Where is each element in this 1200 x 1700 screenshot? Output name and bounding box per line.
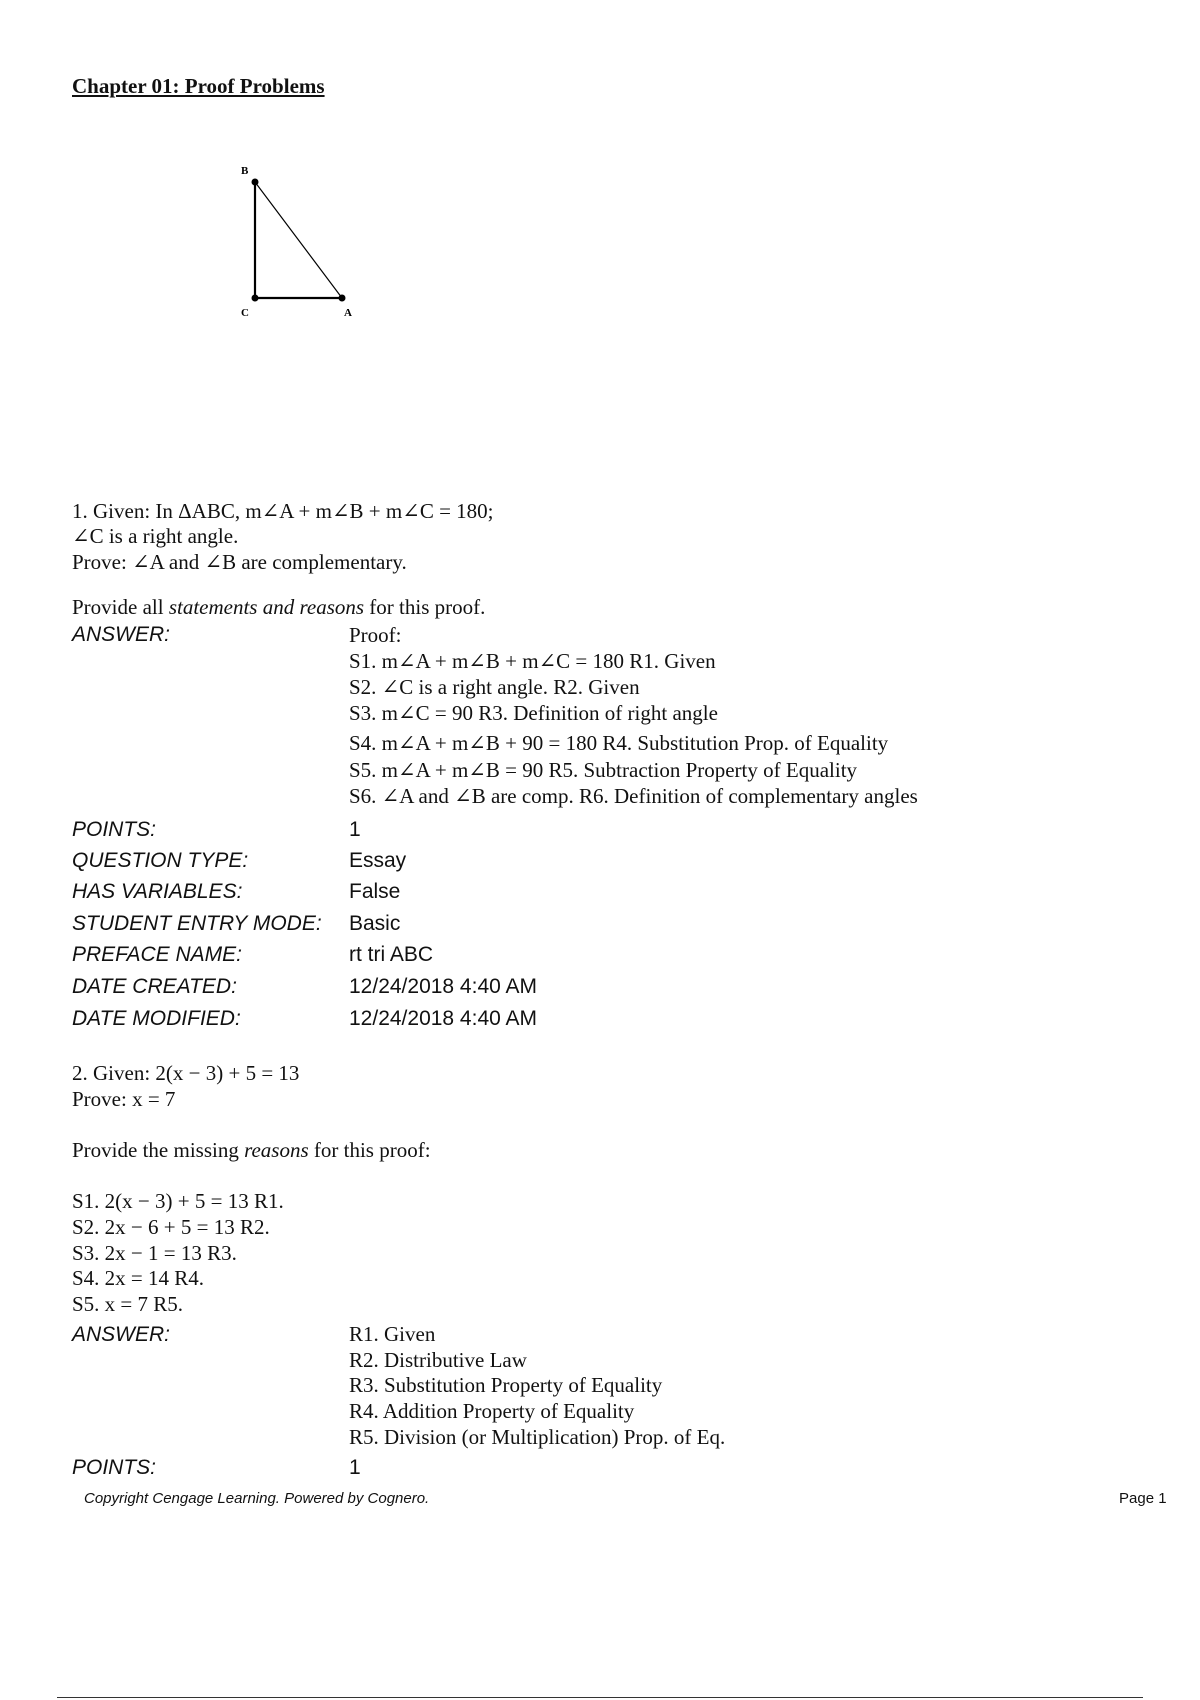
q2-answer-label: ANSWER: xyxy=(72,1323,171,1346)
q1-student-entry-mode-label: STUDENT ENTRY MODE: xyxy=(72,912,322,935)
q2-instruction-end: for this proof: xyxy=(308,1138,431,1162)
q2-answer-line: R4. Addition Property of Equality xyxy=(349,1399,635,1423)
q2-step: S3. 2x − 1 = 13 R3. xyxy=(72,1241,237,1265)
q1-question-type-label: QUESTION TYPE: xyxy=(72,849,249,872)
q1-instruction-emphasis: statements and reasons xyxy=(168,595,365,619)
vertex-a-label: A xyxy=(344,307,352,319)
footer-copyright: Copyright Cengage Learning. Powered by Cognero. xyxy=(84,1490,430,1507)
q2-answer-line: R3. Substitution Property of Equality xyxy=(349,1373,663,1397)
q2-step: S1. 2(x − 3) + 5 = 13 R1. xyxy=(72,1189,284,1213)
q1-instruction-end: for this proof. xyxy=(364,595,486,619)
q1-date-modified-value: 12/24/2018 4:40 AM xyxy=(349,1007,537,1030)
q1-preface-name-label: PREFACE NAME: xyxy=(72,943,242,966)
q2-answer-line: R1. Given xyxy=(349,1322,436,1346)
q1-answer-line: S5. m∠A + m∠B = 90 R5. Subtraction Property of Equality xyxy=(349,758,858,782)
q1-has-variables-value: False xyxy=(349,880,401,903)
q2-points-label: POINTS: xyxy=(72,1456,157,1479)
chapter-title: Chapter 01: Proof Problems xyxy=(72,74,325,98)
vertex-b-label: B xyxy=(241,165,249,177)
segment-ba xyxy=(255,182,342,298)
q1-instruction xyxy=(72,595,485,620)
q1-given-line2: ∠C is a right angle. xyxy=(72,524,239,548)
q1-question-type-value: Essay xyxy=(349,849,407,872)
q1-date-created-label: DATE CREATED: xyxy=(72,975,237,998)
q2-instruction-emphasis: reasons xyxy=(244,1138,309,1162)
q1-answer-line: S2. ∠C is a right angle. R2. Given xyxy=(349,675,640,699)
q1-instruction-start: Provide all xyxy=(72,595,169,619)
q1-prove: Prove: ∠A and ∠B are complementary. xyxy=(72,550,407,574)
q1-answer-line: S3. m∠C = 90 R3. Definition of right angle xyxy=(349,701,718,725)
bottom-divider xyxy=(57,1697,1143,1698)
q1-answer-line: S4. m∠A + m∠B + 90 = 180 R4. Substitution Prop. of Equality xyxy=(349,731,889,755)
q1-answer-label: ANSWER: xyxy=(72,623,171,646)
q2-prove: Prove: x = 7 xyxy=(72,1087,176,1111)
q2-given: 2. Given: 2(x − 3) + 5 = 13 xyxy=(72,1061,300,1085)
q1-preface-name-value: rt tri ABC xyxy=(349,943,434,966)
vertex-b-dot xyxy=(252,179,259,186)
q2-step: S2. 2x − 6 + 5 = 13 R2. xyxy=(72,1215,270,1239)
right-triangle-figure xyxy=(225,160,365,320)
q2-step: S5. x = 7 R5. xyxy=(72,1292,184,1316)
q2-answer-line: R2. Distributive Law xyxy=(349,1348,527,1372)
vertex-c-dot xyxy=(252,295,259,302)
q1-student-entry-mode-value: Basic xyxy=(349,912,401,935)
vertex-c-label: C xyxy=(241,307,249,319)
q2-instruction xyxy=(72,1138,431,1163)
q2-points-value: 1 xyxy=(349,1456,361,1479)
q1-date-created-value: 12/24/2018 4:40 AM xyxy=(349,975,537,998)
q2-answer-line: R5. Division (or Multiplication) Prop. of Eq. xyxy=(349,1425,726,1449)
vertex-a-dot xyxy=(339,295,346,302)
q1-answer-line: Proof: xyxy=(349,623,402,647)
q1-date-modified-label: DATE MODIFIED: xyxy=(72,1007,241,1030)
q1-has-variables-label: HAS VARIABLES: xyxy=(72,880,243,903)
q1-points-label: POINTS: xyxy=(72,818,157,841)
q2-step: S4. 2x = 14 R4. xyxy=(72,1266,205,1290)
q2-instruction-start: Provide the missing xyxy=(72,1138,245,1162)
q1-given-line1: 1. Given: In ΔABC, m∠A + m∠B + m∠C = 180; xyxy=(72,499,494,523)
q1-points-value: 1 xyxy=(349,818,361,841)
q1-answer-line: S6. ∠A and ∠B are comp. R6. Definition of complementary angles xyxy=(349,784,918,808)
footer-page-number: Page 1 xyxy=(1119,1490,1167,1507)
q1-answer-line: S1. m∠A + m∠B + m∠C = 180 R1. Given xyxy=(349,649,716,673)
